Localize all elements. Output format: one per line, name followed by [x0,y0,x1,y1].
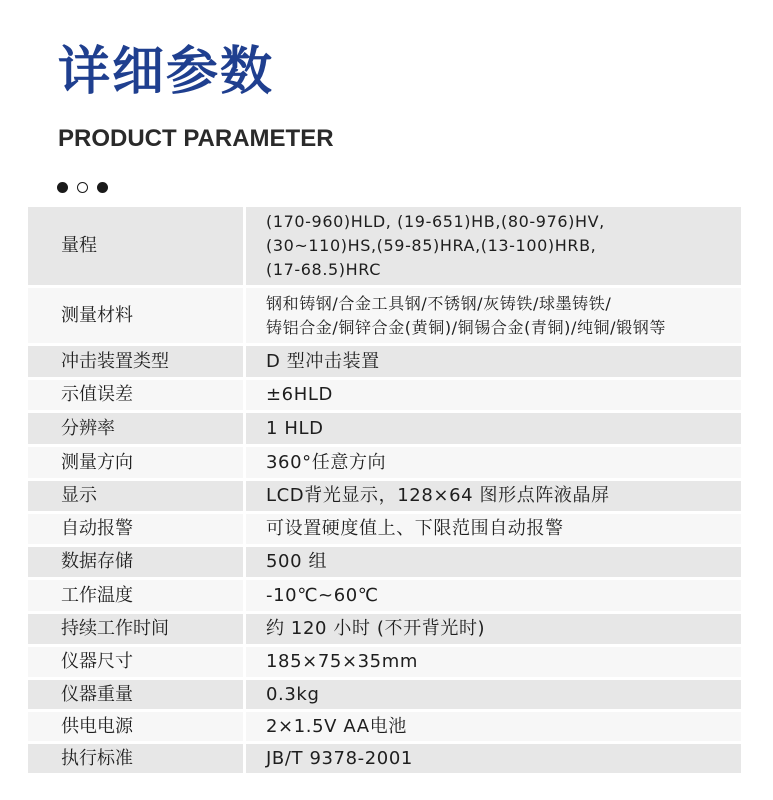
param-value: 0.3kg [246,680,741,709]
param-label: 持续工作时间 [28,614,243,644]
decorative-dots [57,182,108,193]
table-row [28,580,741,611]
param-label: 工作温度 [28,580,243,611]
table-row [28,514,741,544]
param-label: 供电电源 [28,712,243,741]
param-value: 可设置硬度值上、下限范围自动报警 [246,514,741,544]
table-row [28,614,741,644]
param-label: 量程 [28,207,243,285]
param-value-line: (170-960)HLD, (19-651)HB,(80-976)HV, [266,212,605,231]
param-label: 冲击装置类型 [28,346,243,377]
param-label: 测量方向 [28,447,243,478]
param-value: LCD背光显示，128×64 图形点阵液晶屏 [246,481,741,511]
param-value [246,207,741,285]
parameter-table [28,207,741,773]
param-value: 2×1.5V AA电池 [246,712,741,741]
table-row [28,288,741,343]
param-value-line: 钢和铸钢/合金工具钢/不锈钢/灰铸铁/球墨铸铁/ [266,293,612,313]
table-row [28,547,741,577]
param-value: JB/T 9378-2001 [246,744,741,773]
param-label: 仪器尺寸 [28,647,243,677]
param-value-line: (17-68.5)HRC [266,260,381,279]
param-label: 示值误差 [28,380,243,410]
table-row [28,647,741,677]
table-row [28,680,741,709]
param-label: 分辨率 [28,413,243,444]
table-row [28,413,741,444]
param-label: 测量材料 [28,288,243,343]
param-value: ±6HLD [246,380,741,410]
param-label: 显示 [28,481,243,511]
table-row [28,447,741,478]
page-subtitle: PRODUCT PARAMETER [58,125,334,152]
table-row [28,346,741,377]
param-label: 自动报警 [28,514,243,544]
param-value: 1 HLD [246,413,741,444]
param-value [246,288,741,343]
table-row [28,744,741,773]
param-value: D 型冲击装置 [246,346,741,377]
table-row [28,207,741,285]
table-row [28,712,741,741]
param-value-line: (30~110)HS,(59-85)HRA,(13-100)HRB, [266,236,597,255]
param-value: 185×75×35mm [246,647,741,677]
param-value: 约 120 小时 (不开背光时) [246,614,741,644]
param-value: 360°任意方向 [246,447,741,478]
table-row [28,481,741,511]
dot-filled-icon [97,182,108,193]
param-value-line: 铸铝合金/铜锌合金(黄铜)/铜锡合金(青铜)/纯铜/锻钢等 [266,317,666,337]
dot-hollow-icon [77,182,88,193]
page-title: 详细参数 [58,42,275,102]
dot-filled-icon [57,182,68,193]
table-row [28,380,741,410]
param-value: 500 组 [246,547,741,577]
param-value: -10℃~60℃ [246,580,741,611]
param-label: 数据存储 [28,547,243,577]
param-label: 执行标准 [28,744,243,773]
param-label: 仪器重量 [28,680,243,709]
